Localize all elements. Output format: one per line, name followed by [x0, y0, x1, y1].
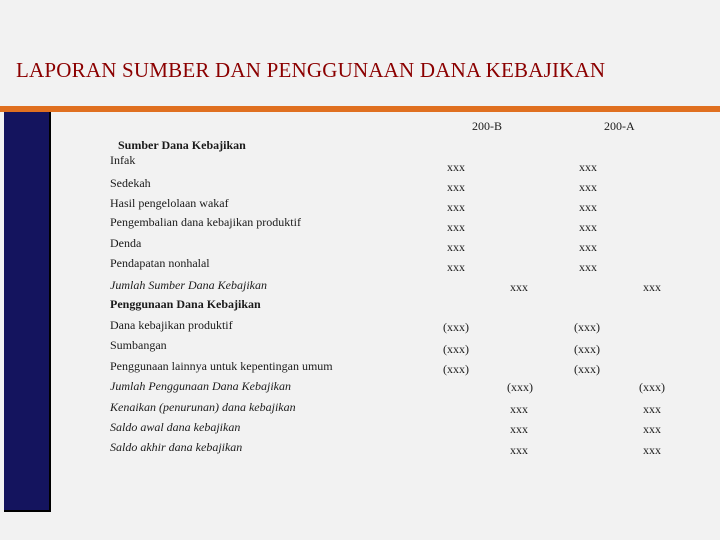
sources-total-label: Jumlah Sumber Dana Kebajikan [110, 278, 267, 292]
summary-row-value-a: xxx [643, 443, 661, 457]
column-header-200b: 200-B [472, 119, 502, 133]
use-row-value-b: (xxx) [443, 342, 469, 356]
source-row-value-b: xxx [447, 180, 465, 194]
source-row-label: Sedekah [110, 176, 151, 190]
uses-total-label: Jumlah Penggunaan Dana Kebajikan [110, 379, 291, 393]
summary-row-value-b: xxx [510, 422, 528, 436]
source-row-value-a: xxx [579, 160, 597, 174]
uses-total-value-b: (xxx) [507, 380, 533, 394]
use-row-value-a: (xxx) [574, 362, 600, 376]
uses-total-value-a: (xxx) [639, 380, 665, 394]
uses-heading: Penggunaan Dana Kebajikan [110, 297, 261, 311]
source-row-value-b: xxx [447, 240, 465, 254]
use-row-label: Dana kebajikan produktif [110, 318, 233, 332]
summary-row-value-b: xxx [510, 402, 528, 416]
source-row-label: Infak [110, 153, 136, 167]
sources-heading: Sumber Dana Kebajikan [118, 138, 246, 152]
use-row-label: Penggunaan lainnya untuk kepentingan umum [110, 359, 333, 373]
sources-total-value-a: xxx [643, 280, 661, 294]
summary-row-label: Saldo awal dana kebajikan [110, 420, 241, 434]
source-row-value-b: xxx [447, 160, 465, 174]
title-divider [0, 106, 720, 112]
use-row-label: Sumbangan [110, 338, 167, 352]
summary-row-value-a: xxx [643, 402, 661, 416]
source-row-label: Pengembalian dana kebajikan produktif [110, 215, 301, 229]
source-row-label: Pendapatan nonhalal [110, 256, 210, 270]
sources-total-value-b: xxx [510, 280, 528, 294]
source-row-value-b: xxx [447, 260, 465, 274]
source-row-label: Hasil pengelolaan wakaf [110, 196, 229, 210]
source-row-value-a: xxx [579, 260, 597, 274]
source-row-value-b: xxx [447, 220, 465, 234]
source-row-label: Denda [110, 236, 142, 250]
page-title: LAPORAN SUMBER DAN PENGGUNAAN DANA KEBAJIKAN [16, 58, 606, 82]
summary-row-value-a: xxx [643, 422, 661, 436]
summary-row-label: Kenaikan (penurunan) dana kebajikan [110, 400, 296, 414]
summary-row-value-b: xxx [510, 443, 528, 457]
source-row-value-b: xxx [447, 200, 465, 214]
summary-row-label: Saldo akhir dana kebajikan [110, 440, 243, 454]
source-row-value-a: xxx [579, 240, 597, 254]
source-row-value-a: xxx [579, 200, 597, 214]
use-row-value-b: (xxx) [443, 362, 469, 376]
source-row-value-a: xxx [579, 180, 597, 194]
use-row-value-b: (xxx) [443, 320, 469, 334]
use-row-value-a: (xxx) [574, 342, 600, 356]
sidebar-panel [4, 112, 51, 512]
source-row-value-a: xxx [579, 220, 597, 234]
use-row-value-a: (xxx) [574, 320, 600, 334]
column-header-200a: 200-A [604, 119, 635, 133]
